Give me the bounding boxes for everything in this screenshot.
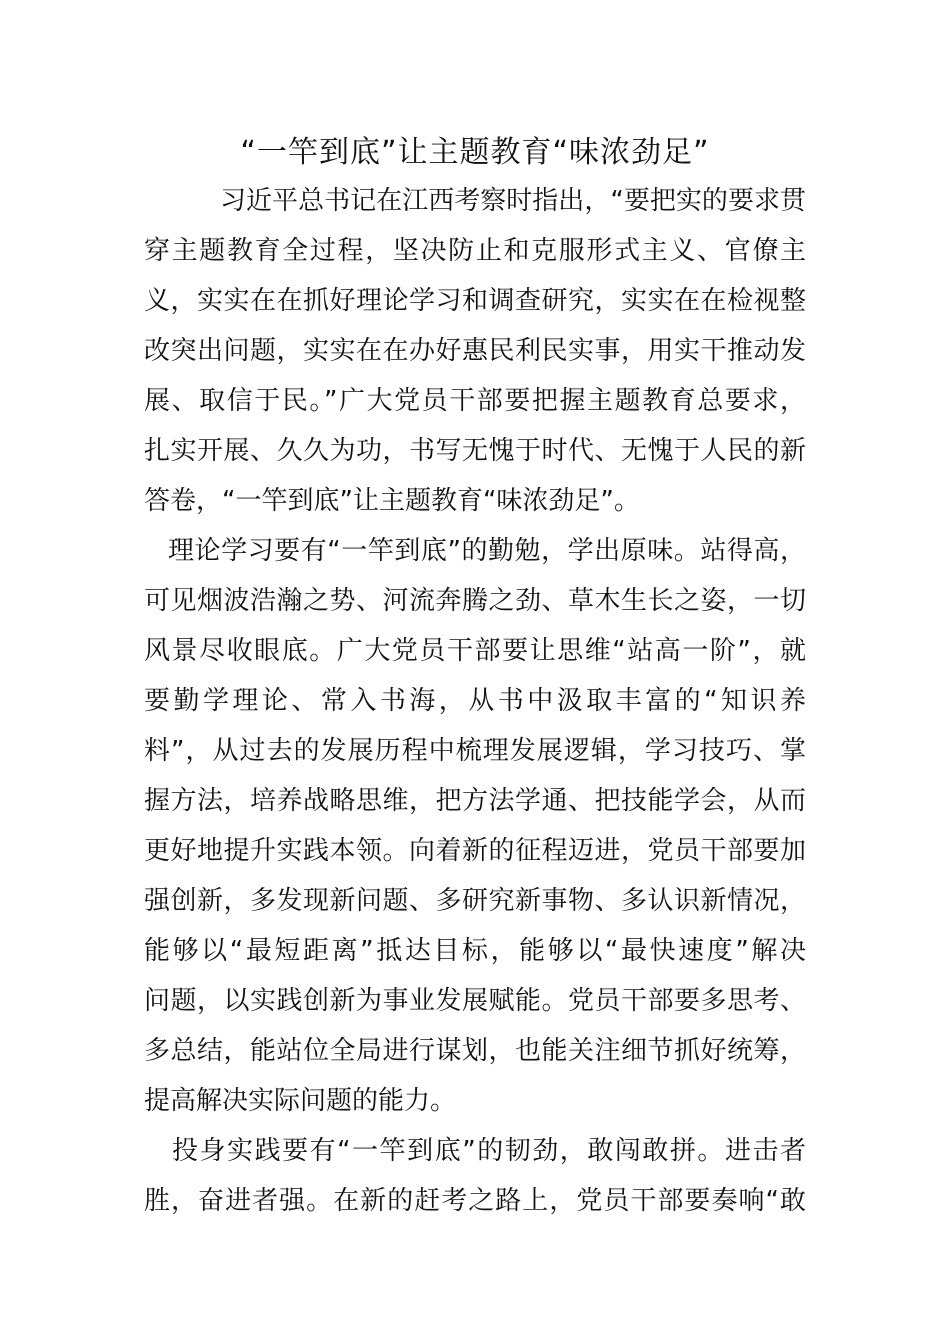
paragraph-2-line-3: 风景尽收眼底。广大党员干部要让思维“站高一阶”，就 [144,636,806,666]
paragraph-2-line-8: 强创新，多发现新问题、多研究新事物、多认识新情况， [144,886,806,916]
paragraph-1-line-4: 改突出问题，实实在在办好惠民利民实事，用实干推动发 [144,336,806,366]
paragraph-1-line-5: 展、取信于民。”广大党员干部要把握主题教育总要求， [144,386,806,416]
paragraph-2-line-1: 理论学习要有“一竿到底”的勤勉，学出原味。站得高， [168,536,806,566]
paragraph-2-line-2: 可见烟波浩瀚之势、河流奔腾之劲、草木生长之姿，一切 [144,586,806,616]
paragraph-2-line-11: 多总结，能站位全局进行谋划，也能关注细节抓好统筹， [144,1036,806,1066]
paragraph-1-line-3: 义，实实在在抓好理论学习和调查研究，实实在在检视整 [144,286,806,316]
paragraph-3-line-1: 投身实践要有“一竿到底”的韧劲，敢闯敢拼。进击者 [172,1136,806,1166]
page-title: “一竿到底”让主题教育“味浓劲足” [240,135,710,170]
paragraph-2-line-12: 提高解决实际问题的能力。 [144,1086,457,1116]
paragraph-2-line-10: 问题，以实践创新为事业发展赋能。党员干部要多思考、 [144,986,806,1016]
paragraph-2-line-4: 要勤学理论、常入书海，从书中汲取丰富的“知识养 [144,686,806,716]
paragraph-2-line-9: 能够以“最短距离”抵达目标，能够以“最快速度”解决 [144,936,806,966]
paragraph-2-line-5: 料”，从过去的发展历程中梳理发展逻辑，学习技巧、掌 [144,736,806,766]
paragraph-1-line-1: 习近平总书记在江西考察时指出，“要把实的要求贯 [220,186,806,216]
paragraph-2-line-7: 更好地提升实践本领。向着新的征程迈进，党员干部要加 [144,836,806,866]
paragraph-2-line-6: 握方法，培养战略思维，把方法学通、把技能学会，从而 [144,786,806,816]
paragraph-1-line-6: 扎实开展、久久为功，书写无愧于时代、无愧于人民的新 [144,436,806,466]
paragraph-3-line-2: 胜，奋进者强。在新的赶考之路上，党员干部要奏响“敢 [144,1186,806,1216]
paragraph-1-line-2: 穿主题教育全过程，坚决防止和克服形式主义、官僚主 [144,236,806,266]
paragraph-1-line-7: 答卷，“一竿到底”让主题教育“味浓劲足”。 [144,486,640,516]
